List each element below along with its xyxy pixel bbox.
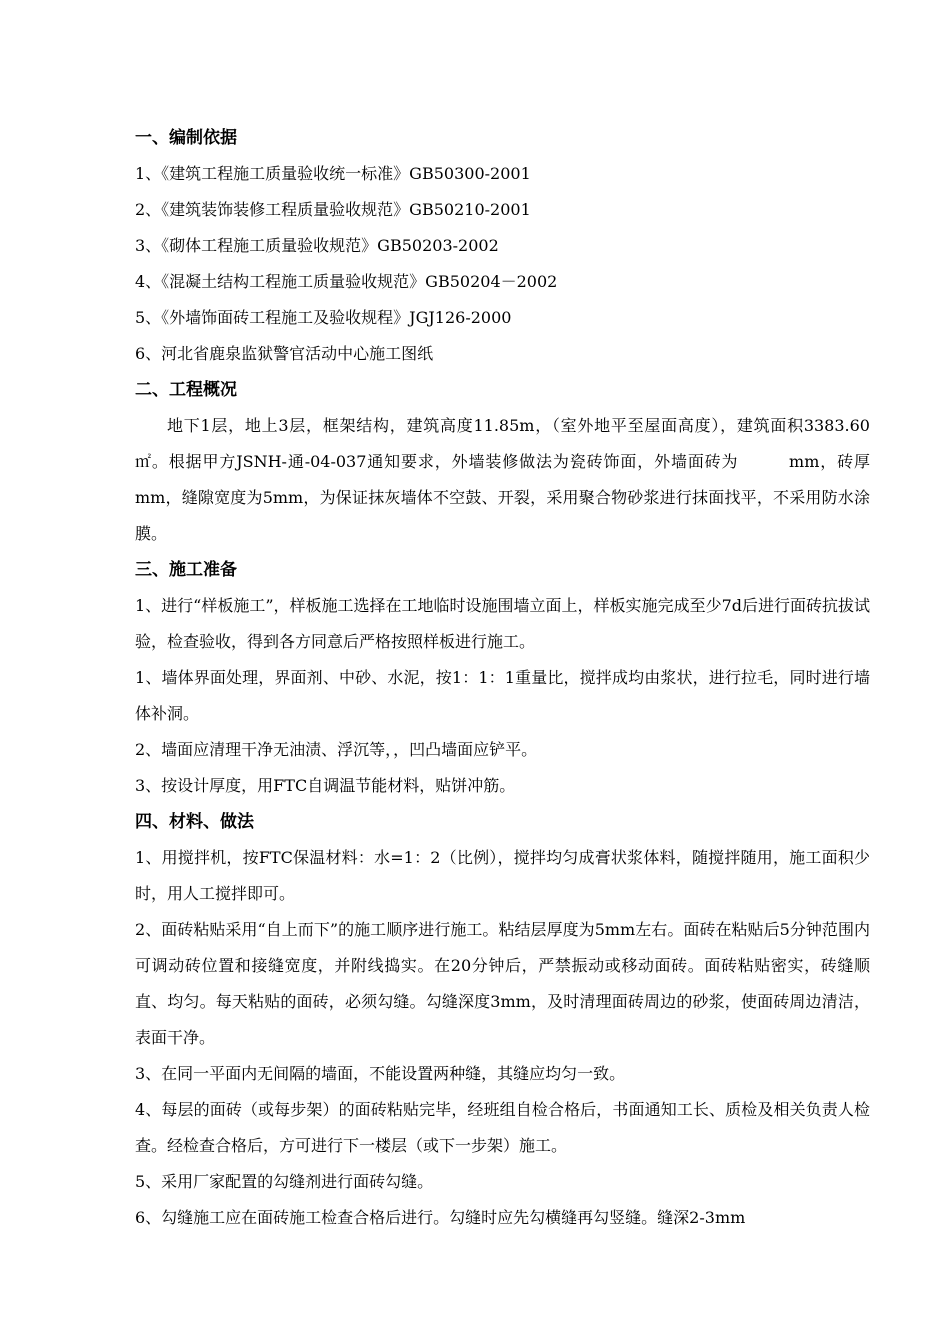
materials-item-5: 5、采用厂家配置的勾缝剂进行面砖勾缝。 xyxy=(135,1172,434,1191)
basis-item-4: 4、《混凝土结构工程施工质量验收规范》GB50204－2002 xyxy=(135,272,558,291)
section-heading-basis: 一、编制依据 xyxy=(135,128,237,148)
materials-item-3: 3、在同一平面内无间隔的墙面，不能设置两种缝，其缝应均匀一致。 xyxy=(135,1064,626,1083)
section-heading-overview: 二、工程概况 xyxy=(135,380,237,400)
overview-paragraph: 地下1层，地上3层，框架结构，建筑高度11.85m，（室外地平至屋面高度），建筑面积3383.60㎡。根据甲方JSNH-通-04-037通知要求，外墙装修做法为瓷砖饰面，外墙面砖为 mm，砖厚 mm，缝隙宽度为5mm，为保证抹灰墙体不空鼓、开裂，采用聚合物砂浆进行抹面找平，不采用防水涂膜。 xyxy=(135,416,903,543)
basis-item-1: 1、《建筑工程施工质量验收统一标准》GB50300-2001 xyxy=(135,164,531,183)
materials-item-1: 1、用搅拌机，按FTC保温材料：水=1：2（比例），搅拌均匀成膏状浆体料，随搅拌随用，施工面积少时，用人工搅拌即可。 xyxy=(135,848,870,903)
preparation-item-1: 1、进行“样板施工”，样板施工选择在工地临时设施围墙立面上，样板实施完成至少7d后进行面砖抗拔试验，检查验收，得到各方同意后严格按照样板进行施工。 xyxy=(135,596,870,651)
preparation-item-2: 1、墙体界面处理，界面剂、中砂、水泥，按1：1：1重量比，搅拌成均由浆状，进行拉毛，同时进行墙体补洞。 xyxy=(135,668,870,723)
basis-item-5: 5、《外墙饰面砖工程施工及验收规程》JGJ126-2000 xyxy=(135,308,512,327)
document-page xyxy=(135,120,903,1236)
preparation-item-3: 2、墙面应清理干净无油渍、浮沉等，，凹凸墙面应铲平。 xyxy=(135,740,538,759)
section-heading-preparation: 三、施工准备 xyxy=(135,560,237,580)
preparation-item-4: 3、按设计厚度，用FTC自调温节能材料，贴饼冲筋。 xyxy=(135,776,516,795)
materials-item-4: 4、每层的面砖（或每步架）的面砖粘贴完毕，经班组自检合格后，书面通知工长、质检及相关负责人检查。经检查合格后，方可进行下一楼层（或下一步架）施工。 xyxy=(135,1100,870,1155)
basis-item-2: 2、《建筑装饰装修工程质量验收规范》GB50210-2001 xyxy=(135,200,531,219)
materials-item-6: 6、勾缝施工应在面砖施工检查合格后进行。勾缝时应先勾横缝再勾竖缝。缝深2-3mm xyxy=(135,1208,746,1227)
section-heading-materials: 四、材料、做法 xyxy=(135,812,254,832)
materials-item-2: 2、面砖粘贴采用“自上而下”的施工顺序进行施工。粘结层厚度为5mm左右。面砖在粘贴后5分钟范围内可调动砖位置和接缝宽度，并附线捣实。在20分钟后，严禁振动或移动面砖。面砖粘贴密实，砖缝顺直、均匀。每天粘贴的面砖，必须勾缝。勾缝深度3mm，及时清理面砖周边的砂浆，使面砖周边清洁，表面干净。 xyxy=(135,920,870,1047)
basis-item-3: 3、《砌体工程施工质量验收规范》GB50203-2002 xyxy=(135,236,499,255)
basis-item-6: 6、河北省鹿泉监狱警官活动中心施工图纸 xyxy=(135,344,434,363)
